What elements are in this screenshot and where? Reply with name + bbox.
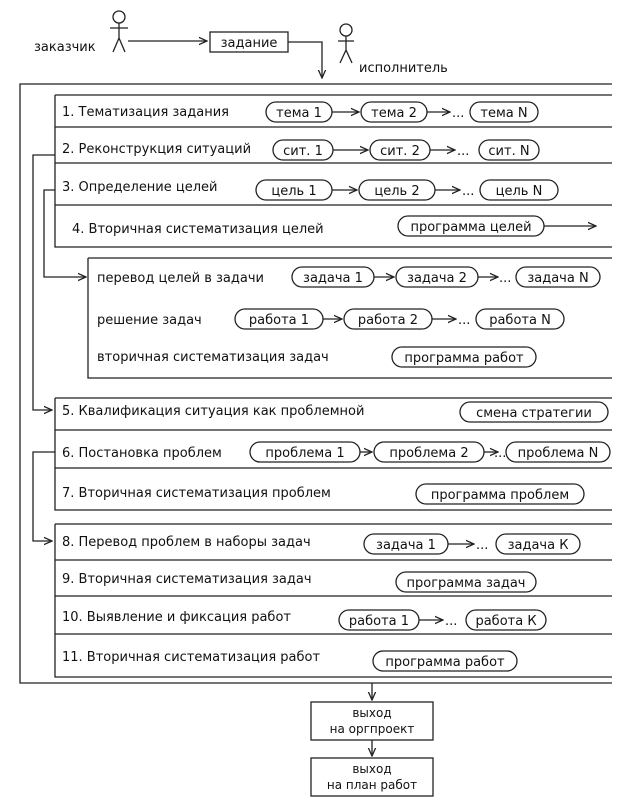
step-label: 3. Определение целей [62, 180, 218, 195]
chip-pill [392, 347, 536, 367]
chip-pill [479, 140, 539, 160]
step-label: 2. Реконструкция ситуаций [62, 142, 252, 157]
chip-label: тема 2 [371, 106, 417, 121]
chip-pill [396, 267, 478, 287]
chip-pill [496, 534, 580, 554]
chip-label: программа задач [406, 576, 526, 591]
output-box-workplan [311, 758, 433, 796]
output-line1: выход [352, 706, 392, 720]
customer-label: заказчик [34, 40, 96, 55]
chip-label: программа работ [385, 655, 505, 670]
chip-label: задача 1 [303, 271, 363, 286]
step-label: перевод целей в задачи [97, 271, 264, 286]
connector-step6-to-step8 [33, 452, 55, 541]
chip-pill [235, 309, 323, 329]
chip-pill [396, 572, 536, 592]
ellipsis: ... [452, 106, 465, 121]
output-box-orgproject [311, 702, 433, 740]
chip-label: цель 1 [271, 184, 317, 199]
chip-label: задача К [507, 538, 569, 553]
chip-label: работа N [489, 313, 551, 328]
executor-actor-icon [338, 24, 354, 63]
chip-label: тема N [480, 106, 528, 121]
customer-actor-icon [110, 11, 128, 52]
chip-pill [466, 610, 546, 630]
chip-pill [250, 442, 360, 462]
chip-pill [373, 651, 517, 671]
step-label: 10. Выявление и фиксация работ [62, 610, 291, 625]
ellipsis: ... [445, 614, 458, 629]
chip-pill [416, 484, 584, 504]
chip-label: программа проблем [430, 488, 570, 503]
chip-label: проблема N [517, 446, 599, 461]
step-label: вторичная систематизация задач [97, 350, 329, 365]
outer-frame [20, 84, 612, 683]
chip-pill [470, 102, 538, 122]
task-box-label: задание [220, 36, 278, 51]
step-label: решение задач [97, 313, 202, 328]
step-label: 7. Вторичная систематизация проблем [62, 486, 331, 501]
chip-pill [364, 534, 448, 554]
chip-label: сит. 1 [283, 144, 323, 159]
output-line2: на оргпроект [329, 722, 415, 736]
chip-label: работа 1 [348, 614, 410, 629]
chip-label: работа К [475, 614, 537, 629]
chip-pill [516, 267, 600, 287]
chip-label: задача 2 [407, 271, 467, 286]
chip-pill [344, 309, 432, 329]
chip-label: задача 1 [376, 538, 436, 553]
chip-label: цель N [495, 184, 543, 199]
ellipsis: ... [494, 446, 507, 461]
executor-label: исполнитель [359, 61, 448, 76]
chip-pill [374, 442, 484, 462]
chip-label: работа 2 [357, 313, 419, 328]
chip-label: сит. 2 [380, 144, 420, 159]
chip-pill [266, 102, 332, 122]
chip-pill [292, 267, 374, 287]
step-label: 5. Квалификация ситуация как проблемной [62, 404, 365, 419]
task-box [210, 32, 288, 52]
step-label: 6. Постановка проблем [62, 446, 222, 461]
chip-label: сит. N [488, 144, 530, 159]
chip-label: тема 1 [276, 106, 322, 121]
chip-pill [370, 140, 430, 160]
chip-pill [480, 180, 558, 200]
chip-label: программа целей [410, 220, 532, 235]
chip-pill [273, 140, 333, 160]
step-label: 9. Вторичная систематизация задач [62, 572, 312, 587]
step-label: 1. Тематизация задания [62, 105, 230, 120]
ellipsis: ... [476, 538, 489, 553]
chip-pill [460, 402, 608, 422]
chip-pill [256, 180, 332, 200]
chip-label: задача N [527, 271, 589, 286]
chip-label: цель 2 [374, 184, 420, 199]
chip-label: смена стратегии [476, 406, 592, 421]
ellipsis: ... [457, 144, 470, 159]
step-label: 4. Вторичная систематизация целей [72, 222, 324, 237]
chip-label: работа 1 [248, 313, 310, 328]
chip-pill [361, 102, 427, 122]
chip-label: проблема 1 [265, 446, 345, 461]
chip-pill [339, 610, 419, 630]
ellipsis: ... [462, 184, 475, 199]
ellipsis: ... [499, 271, 512, 286]
step-label: 11. Вторичная систематизация работ [62, 650, 321, 665]
output-line2: на план работ [326, 778, 418, 792]
chip-pill [506, 442, 610, 462]
ellipsis: ... [458, 313, 471, 328]
output-line1: выход [352, 762, 392, 776]
chip-label: программа работ [404, 351, 524, 366]
step-label: 8. Перевод проблем в наборы задач [62, 535, 311, 550]
chip-pill [476, 309, 564, 329]
chip-pill [359, 180, 435, 200]
chip-label: проблема 2 [389, 446, 469, 461]
chip-pill [398, 216, 544, 236]
